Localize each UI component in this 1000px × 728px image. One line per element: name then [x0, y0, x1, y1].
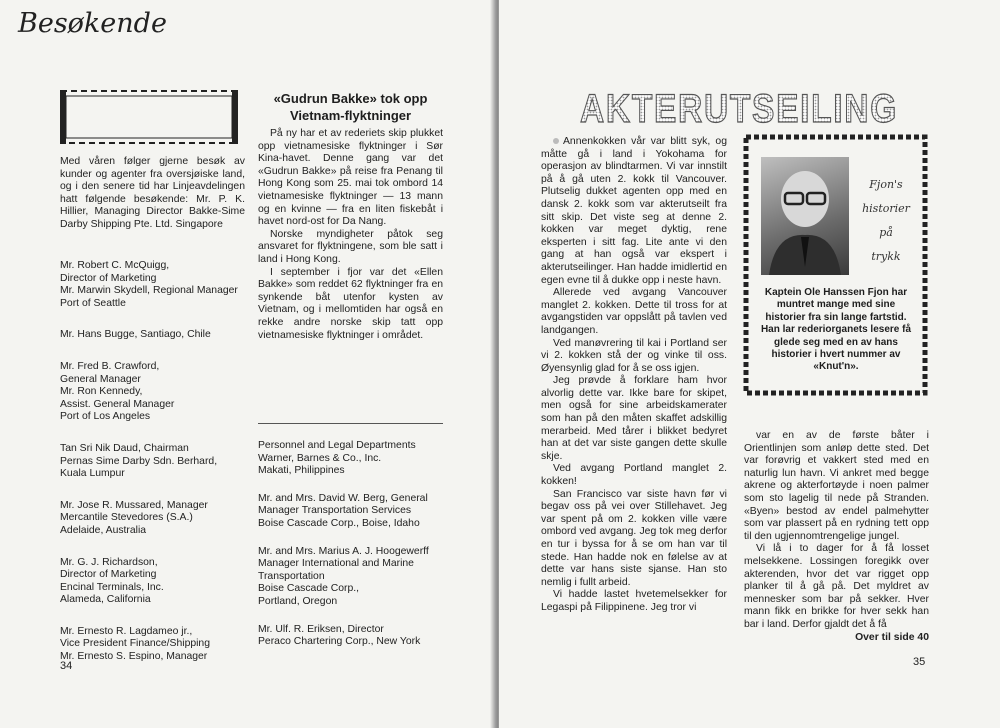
bullet-icon [553, 138, 559, 144]
visitor-entry: Mr. Hans Bugge, Santiago, Chile [60, 329, 211, 341]
article-headline: «Gudrun Bakke» tok opp Vietnam-flyktninger [273, 91, 428, 123]
visitor-entry: Mr. Robert C. McQuigg, Director of Marketing Mr. Marwin Skydell, Regional Manager Port of Seattle [60, 260, 238, 309]
visitor-entry: Mr. Jose R. Mussared, Manager Mercantile Stevedores (S.A.) Adelaide, Australia [60, 499, 208, 536]
story-column: Annenkokken vår var blitt syk, og måtte gå i land i Yokohama for operasjon av blindtarmen. Vi var innstilt på å gå uten 2. kokk til Vancouver. Plutselig dukket agenten opp med en dansk 2. kokk som var akterutseilt fra sitt skip. Det viste seg at denne 2. kokken var meget dyktig, rene eksperten i sitt fag. Lite ante vi den gang at han også var ekspert i akterutseilinger. Han hadde imidlertid en egen evne til å dukke opp i neste havn. Allerede ved avgang Vancouver manglet 2. kokken. Dette til tross for at avgangstiden var oppslått på tavlen ved landgangen. Ved manøvrering til kai i Portland ser vi 2. kokken stå der og vinke til oss. Øyensynlig glad for å se oss igjen. Jeg prøvde å forklare ham hvor alvorlig dette var. Ikke bare for skipet, men også for sine arbeidskamerater som han på den måten skaffet adskillig merarbeid. Med tårer i blikket bedyret han at det var siste gangen dette skulle skje. Ved avgang Portland manglet 2. kokken! San Francisco var siste havn før vi begav oss på vei over Stillehavet. Jeg var spent på om 2. kokken ville være ombord ved avgang. Jeg tok meg derfor en tur i byssa for å se om han var til stede. Han hadde nok en følelse av at dette var hans siste sjanse. Han sto nemlig i fullt arbeid. Vi hadde lastet hvetemelsekker for Legaspi på Filippinene. Jeg tror vi [541, 136, 727, 613]
visitors-title: Besøkende [18, 8, 167, 39]
visitor-entry: Mr. Ernesto R. Lagdameo jr., Vice President Finance/Shipping Mr. Ernesto S. Espino, Manager [60, 625, 210, 663]
page-number-right: 35 [913, 656, 926, 668]
story-continuation: var en av de første båter i Orientlinjen som anløp dette sted. Det var forøvrig et vakkert sted med en naturlig lun havn. Vi ankret med begge akrene og akterfortøyde i noen palmer som sto lagelig til nede på Stranden. «Byen» bestod av endel palmehytter som var plassert på en rydning tett opp til den ugjennomtrengelige jungel. Vi lå i to dager for å få losset melsekkene. Lossingen foregikk over akterenden, hvor det var rigget opp planker til å gå på. Det myldret av mennesker som bar på sekker. Hver mann fikk en brikke for hver sekk han bar i land. Derfor gjaldt det å få Over til side 40 [744, 430, 929, 643]
akterutseiling-heading [574, 84, 904, 131]
left-page [0, 0, 494, 728]
visitor-entry: Mr. G. J. Richardson, Director of Marketing Encinal Terminals, Inc. Alameda, California [60, 556, 164, 606]
visitors-list [60, 260, 255, 683]
page-number-left: 34 [60, 660, 73, 672]
fjon-caption: Kaptein Ole Hanssen Fjon har muntret mange med sine historier fra sin lange fartstid. Han lar rederiorganets lesere få glede seg med en av hans historier i hvert nummer av «Knut'n». [760, 287, 912, 373]
fjon-side-text: Fjon's historier på trykk [862, 178, 910, 263]
svg-text:AKTERUTSEILING: AKTERUTSEILING [580, 87, 898, 131]
visitor-entry: Mr. and Mrs. Marius A. J. Hoogewerff Manager International and Marine Transportation Boise Cascade Corp., Portland, Oregon [258, 545, 429, 607]
article-body: På ny har et av rederiets skip plukket opp vietnamesiske flyktninger i Sør Kina-havet. Denne gang var det «Gudrun Bakke» på reise fra Penang til Hong Kong som 25. mai tok ombord 14 vietnamesiske flyktninger — 13 mann og en kvinne — fra en liten fiskebåt i havet nord-ost for Da Nang. Norske myndigheter påtok seg ansvaret for flyktningene, som ble satt i land i Hong Kong. I september i fjor var det «Ellen Bakke» som reddet 62 flyktninger fra en synkende båt utenfor kysten av Vietnam, og i mellomtiden har også en rekke andre norske skip tatt opp vietnamesiske flyktninger i området. [258, 128, 443, 341]
visitors-header-frame [60, 90, 238, 144]
visitor-entry: Personnel and Legal Departments Warner, Barnes & Co., Inc. Makati, Philippines [258, 440, 416, 477]
visitor-entry: Mr. Fred B. Crawford, General Manager Mr. Ron Kennedy, Assist. General Manager Port of Los Angeles [60, 360, 175, 423]
continued-note: Over til side 40 [855, 631, 929, 643]
visitor-entry: Mr. Ulf. R. Eriksen, Director Peraco Chartering Corp., New York [258, 623, 421, 648]
divider [258, 423, 443, 424]
visitor-entry: Tan Sri Nik Daud, Chairman Pernas Sime Darby Sdn. Berhard, Kuala Lumpur [60, 442, 218, 480]
visitors-intro: Med våren følger gjerne besøk av kunder og agenter fra oversjøiske land, og i den senere tid har Linjeavdelingen hatt følgende besøkende: Mr. P. K. Hillier, Managing Director Bakke-Sime Darby Shipping Pte. Ltd. Singapore [60, 156, 245, 230]
visitor-entry: Mr. and Mrs. David W. Berg, General Manager Transportation Services Boise Cascade Corp., Boise, Idaho [258, 492, 428, 529]
captain-portrait [761, 157, 849, 275]
visitors-list-2 [258, 440, 453, 664]
right-page [499, 0, 1000, 728]
